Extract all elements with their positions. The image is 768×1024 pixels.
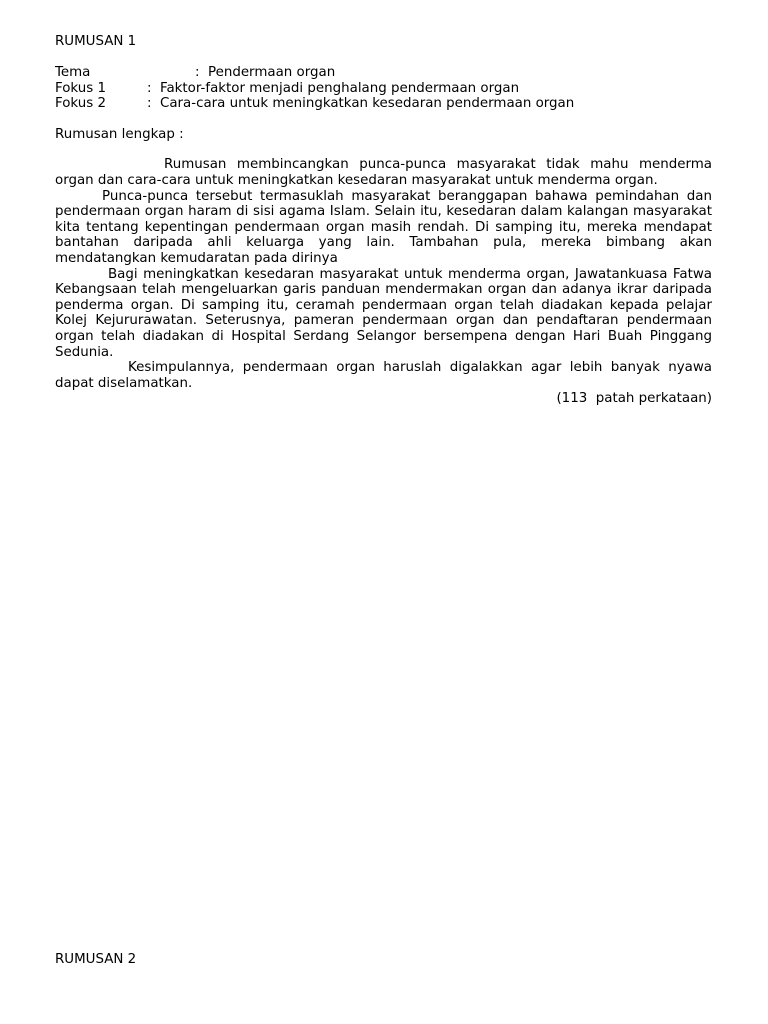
meta-row-tema (55, 65, 712, 81)
document-page (55, 34, 712, 407)
paragraph-conclusion: Kesimpulannya, pendermaan organ haruslah digalakkan agar lebih banyak nyawa dapat diselamatkan. (55, 360, 712, 391)
spacer (55, 112, 712, 127)
paragraph-solutions: Bagi meningkatkan kesedaran masyarakat untuk menderma organ, Jawatankuasa Fatwa Kebangsaan telah mengeluarkan garis panduan mendermakan organ dan adanya ikrar daripada penderma organ. Di samping itu, ceramah pendermaan organ telah diadakan kepada pelajar Kolej Kejururawatan. Seterusnya, pameran pendermaan organ dan pendaftaran pendermaan organ telah diadakan di Hospital Serdang Selangor bersempena dengan Hari Buah Pinggang Sedunia. (55, 266, 712, 360)
word-count: (113 patah perkataan) (556, 391, 712, 407)
meta-label-tema: Tema (55, 65, 91, 80)
meta-value-fokus-1: Faktor-faktor menjadi penghalang pendermaan organ (160, 80, 520, 96)
meta-row-fokus-1 (55, 81, 712, 97)
meta-value-tema: Pendermaan organ (208, 65, 336, 80)
summary-label: Rumusan lengkap : (55, 126, 184, 142)
meta-label-fokus-1: Fokus 1 (55, 80, 106, 96)
spacer (55, 50, 712, 65)
next-section-heading: RUMUSAN 2 (55, 952, 137, 967)
meta-colon: : (147, 96, 152, 112)
meta-label-fokus-2: Fokus 2 (55, 96, 106, 112)
meta-colon: : (147, 80, 152, 96)
meta-colon: : (195, 65, 200, 80)
paragraph-intro: Rumusan membincangkan punca-punca masyarakat tidak mahu menderma organ dan cara-cara untuk meningkatkan kesedaran masyarakat untuk menderma organ. (55, 157, 712, 188)
paragraph-causes: Punca-punca tersebut termasuklah masyarakat beranggapan bahawa pemindahan dan pendermaan organ haram di sisi agama Islam. Selain itu, kesedaran dalam kalangan masyarakat kita tentang kepentingan pendermaan organ masih rendah. Di samping itu, mereka mendapat bantahan daripada ahli keluarga yang lain. Tambahan pula, mereka bimbang akan mendatangkan kemudaratan pada dirinya (55, 188, 712, 266)
spacer (55, 142, 712, 157)
meta-value-fokus-2: Cara-cara untuk meningkatkan kesedaran pendermaan organ (160, 96, 575, 112)
section-heading: RUMUSAN 1 (55, 34, 137, 49)
meta-row-fokus-2 (55, 96, 712, 112)
